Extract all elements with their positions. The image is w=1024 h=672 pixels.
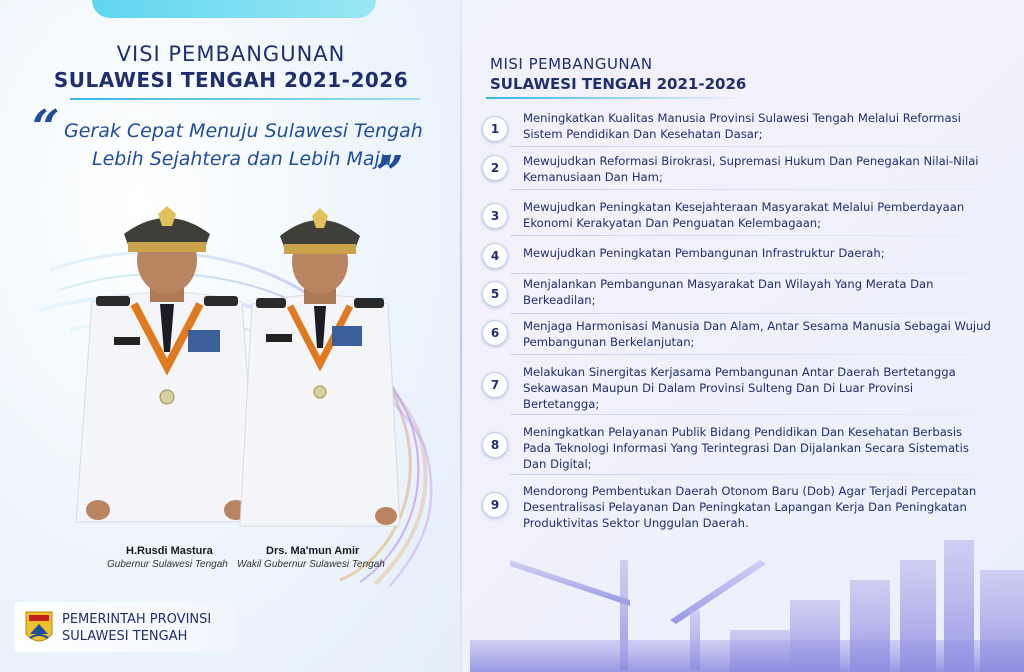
province-logo-icon (24, 608, 54, 648)
mission-separator (510, 414, 980, 415)
vice-governor-photo (236, 196, 404, 532)
mission-number-badge: 6 (482, 320, 508, 346)
visi-quote-line2: Lebih Sejahtera dan Lebih Maju (92, 148, 392, 170)
mission-number-badge: 2 (482, 155, 508, 181)
misi-title: MISI PEMBANGUNAN (490, 55, 653, 73)
visi-title: VISI PEMBANGUNAN (116, 42, 346, 66)
government-line1: PEMERINTAH PROVINSI (62, 612, 212, 627)
vice-governor-role: Wakil Gubernur Sulawesi Tengah (237, 559, 385, 570)
mission-text: Mewujudkan Peningkatan Pembangunan Infrastruktur Daerah; (523, 246, 885, 260)
top-tab-decoration (92, 0, 376, 18)
mission-text: Meningkatkan Kualitas Manusia Provinsi Sulawesi Tengah Melalui Reformasi Sistem Pendidikan Dan Kesehatan Dasar; (523, 111, 961, 141)
mission-number-badge: 9 (482, 492, 508, 518)
visi-subtitle: SULAWESI TENGAH 2021-2026 (53, 68, 409, 92)
panel-divider (460, 0, 462, 672)
mission-number-badge: 3 (482, 203, 508, 229)
mission-number-badge: 8 (482, 432, 508, 458)
mission-separator (510, 235, 980, 236)
mission-number-badge: 4 (482, 243, 508, 269)
mission-number-badge: 7 (482, 372, 508, 398)
mission-number-badge: 5 (482, 281, 508, 307)
mission-text: Mendorong Pembentukan Daerah Otonom Baru (Dob) Agar Terjadi Percepatan Desentralisasi Pelayanan Dan Peningkatan Lapangan Kerja Dan Peningkatan Produktivitas Sektor Unggulan Daerah. (523, 484, 977, 530)
mission-separator (510, 146, 980, 147)
mission-text: Mewujudkan Reformasi Birokrasi, Supremasi Hukum Dan Penegakan Nilai-Nilai Kemanusiaan Dan Ham; (523, 154, 979, 184)
quote-open-icon: “ (32, 100, 60, 156)
mission-separator (510, 189, 980, 190)
misi-underline (486, 97, 746, 99)
government-line2: SULAWESI TENGAH (62, 629, 188, 644)
mission-separator (510, 354, 980, 355)
mission-text: Menjalankan Pembangunan Masyarakat Dan Wilayah Yang Merata Dan Berkeadilan; (523, 277, 934, 307)
visi-underline (70, 98, 420, 100)
vice-governor-name: Drs. Ma'mun Amir (266, 545, 360, 557)
mission-text: Menjaga Harmonisasi Manusia Dan Alam, Antar Sesama Manusia Sebagai Wujud Pembangunan Berkelanjutan; (523, 319, 991, 349)
governor-photo (72, 192, 262, 532)
governor-role: Gubernur Sulawesi Tengah (107, 559, 228, 570)
misi-subtitle: SULAWESI TENGAH 2021-2026 (490, 75, 747, 93)
mission-text: Mewujudkan Peningkatan Kesejahteraan Masyarakat Melalui Pemberdayaan Ekonomi Kerakyatan Dan Penguatan Kelembagaan; (523, 200, 965, 230)
governor-name: H.Rusdi Mastura (126, 545, 213, 557)
mission-text: Meningkatkan Pelayanan Publik Bidang Pendidikan Dan Kesehatan Berbasis Pada Teknologi Informasi Yang Terintegrasi Dan Dijalankan Secara Sistematis Dan Digital; (523, 425, 969, 471)
mission-separator (510, 313, 980, 314)
mission-separator (510, 273, 980, 274)
mission-number-badge: 1 (482, 116, 508, 142)
quote-close-icon: ” (376, 146, 404, 202)
visi-quote-line1: Gerak Cepat Menuju Sulawesi Tengah (64, 120, 423, 142)
mission-text: Melakukan Sinergitas Kerjasama Pembangunan Antar Daerah Bertetangga Sekawasan Maupun Di Dalam Provinsi Sulteng Dan Di Luar Provinsi Bertetangga; (523, 365, 956, 411)
mission-separator (510, 474, 980, 475)
